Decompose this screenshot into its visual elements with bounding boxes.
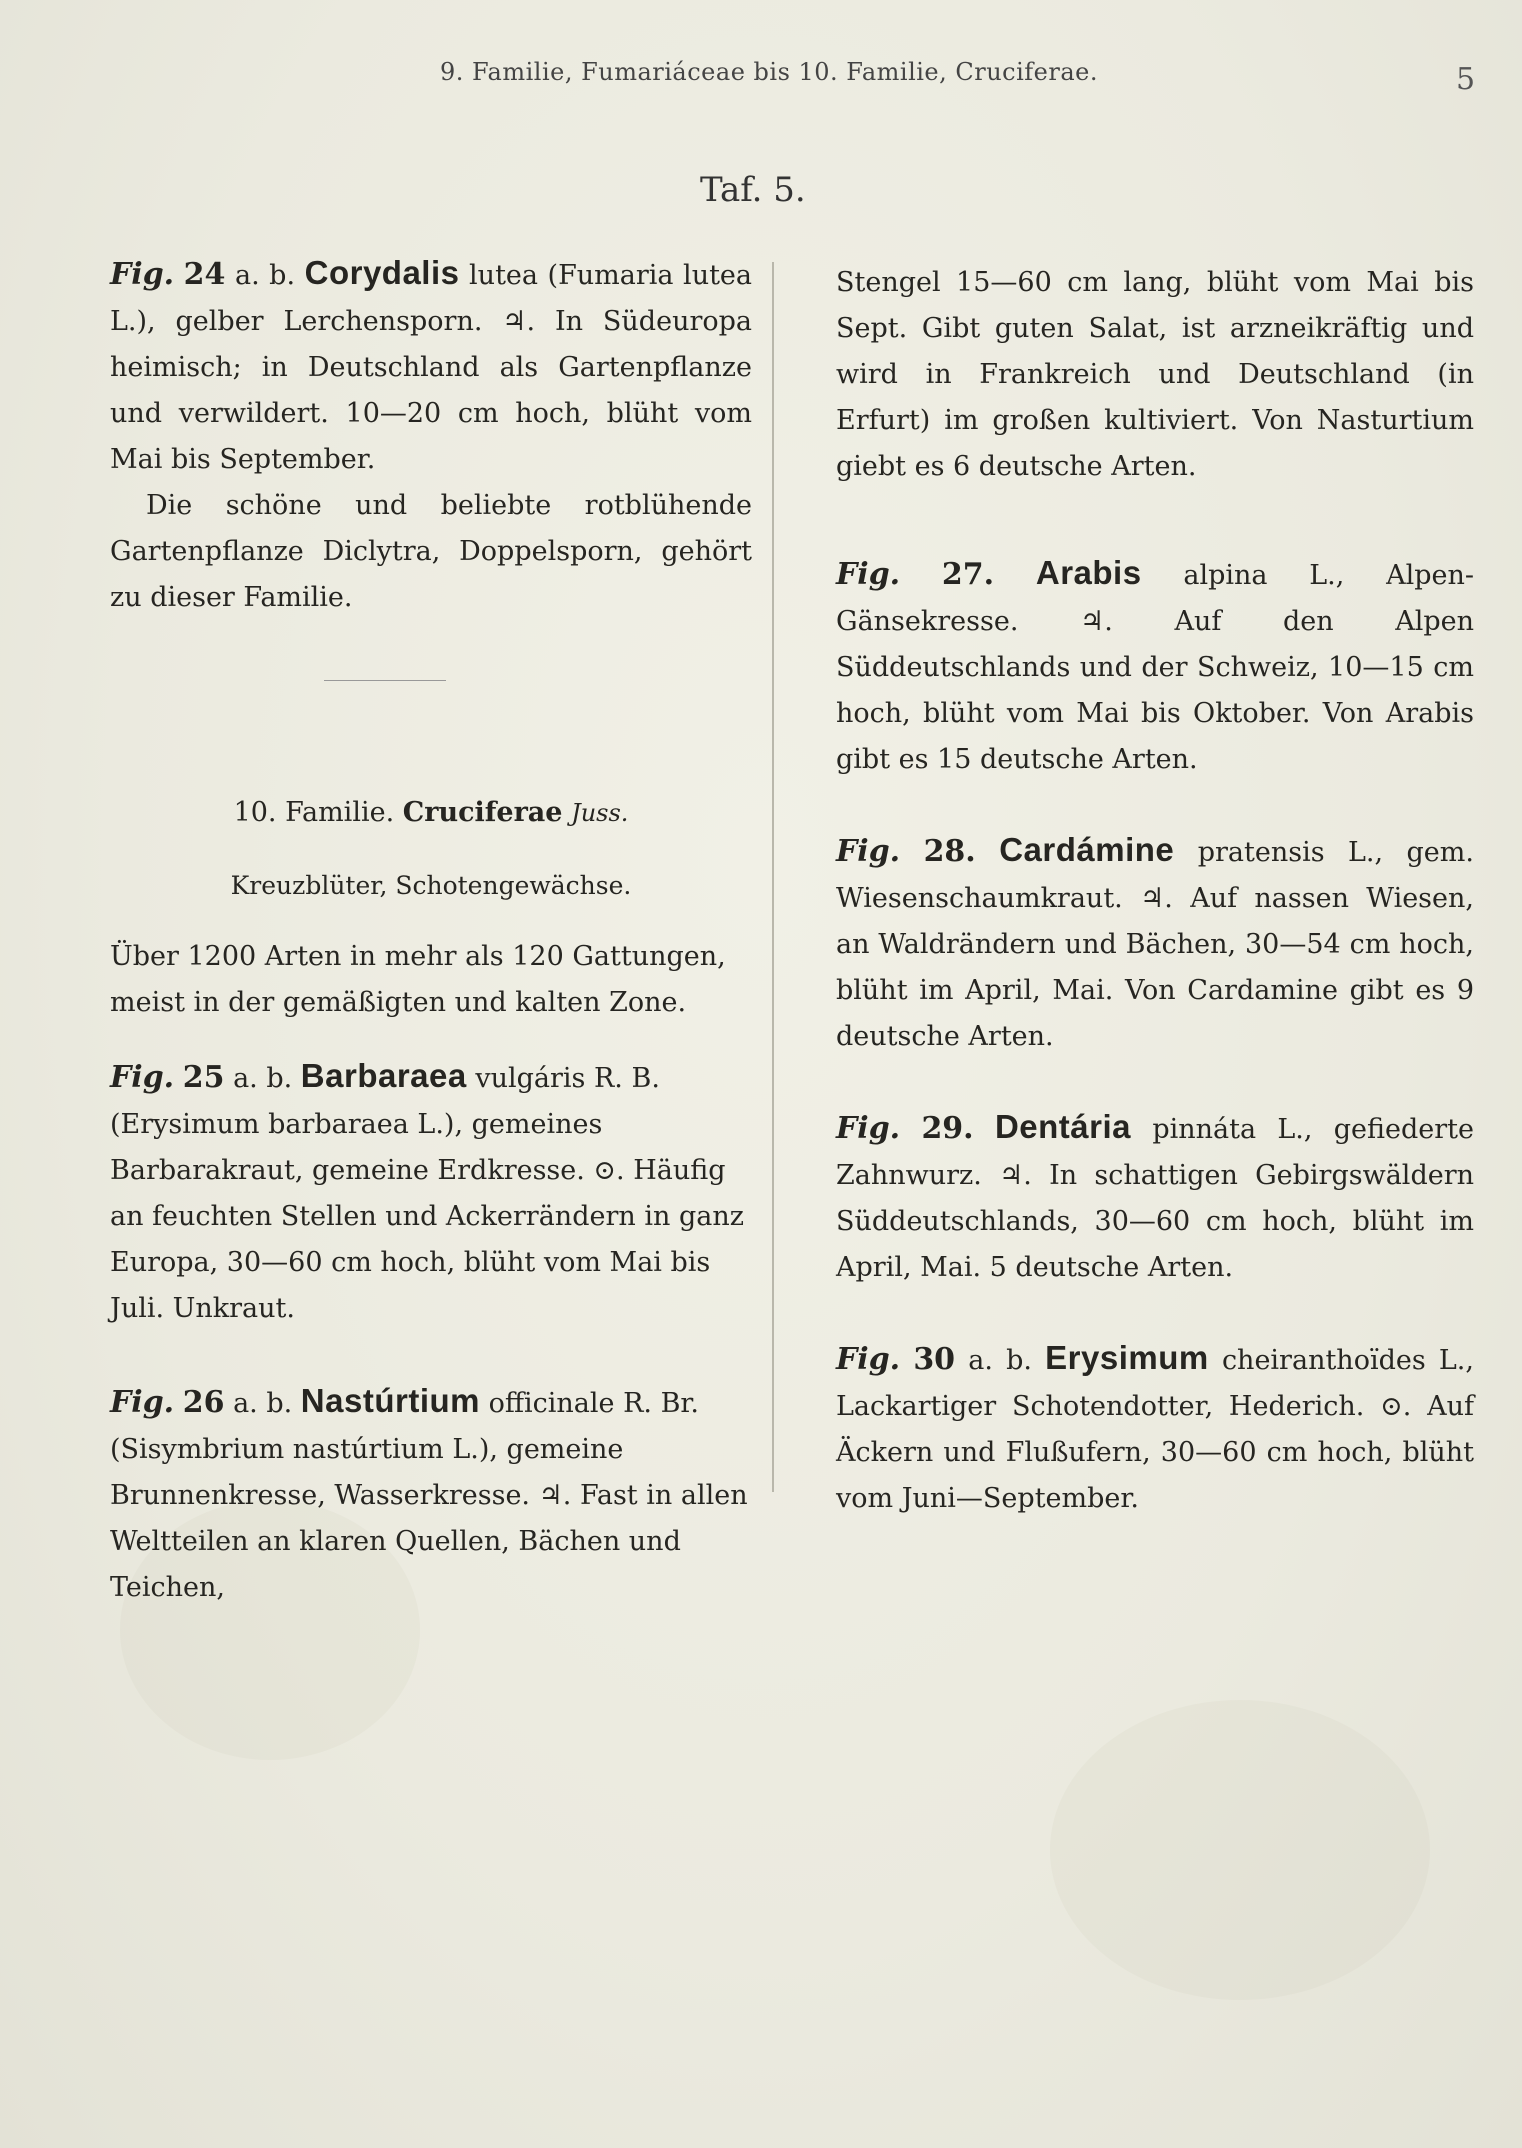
fig-number: 27. [941, 557, 995, 592]
family-author: Juss. [571, 799, 629, 827]
fig-subparts: a. b. [233, 1063, 293, 1094]
fig-number: 24 [183, 257, 226, 292]
running-head: 9. Familie, Fumariáceae bis 10. Familie, Cruciferae. [440, 58, 1098, 86]
genus-name: Cardámine [999, 831, 1175, 868]
family-section [110, 763, 752, 1611]
fig-label: Fig. [110, 1060, 175, 1095]
entry-text: pinnáta L., gefiederte Zahnwurz. ♃. In schattigen Gebirgswäldern Süddeutschlands, 30—60 cm hoch, blüht im April, Mai. 5 deutsche Arten. [836, 1114, 1475, 1283]
column-divider [772, 262, 774, 1492]
section-rule [324, 680, 446, 681]
family-intro: Über 1200 Arten in mehr als 120 Gattungen, meist in der gemäßigten und kalten Zone. [110, 941, 726, 1018]
fig-label: Fig. [836, 1342, 901, 1377]
entry-fig-29 [836, 1104, 1474, 1291]
paper-stain [1050, 1700, 1430, 2000]
family-common-names: Kreuzblüter, Schotengewächse. [230, 871, 632, 900]
entry-text: lutea (Fumaria lutea L.), gelber Lerchensporn. ♃. In Südeuropa heimisch; in Deutschland als Gartenpflanze und verwildert. 10—20 cm hoch, blüht vom Mai bis September. [110, 260, 753, 475]
genus-name: Arabis [1035, 554, 1142, 591]
entry-text: vulgáris R. B. (Erysimum barbaraea L.), gemeines Barbarakraut, gemeine Erdkresse. ⊙. Häufig an feuchten Stellen und Ackerrändern in ganz Europa, 30—60 cm hoch, blüht vom Mai bis Juli. Unkraut. [110, 1063, 744, 1324]
genus-name: Barbaraea [300, 1057, 467, 1094]
genus-name: Erysimum [1045, 1339, 1209, 1376]
fig-subparts: a. b. [968, 1345, 1032, 1376]
fig-number: 28. [923, 834, 976, 869]
right-column [836, 260, 1474, 1522]
fig-subparts: a. b. [233, 1388, 293, 1419]
family-note: Die schöne und beliebte rotblühende Gartenpflanze Diclytra, Doppelsporn, gehört zu dieser Familie. [110, 490, 752, 613]
fig-number: 29. [921, 1111, 974, 1146]
family-prefix: 10. Familie. [233, 797, 395, 828]
plate-title: Taf. 5. [700, 170, 806, 210]
page-number: 5 [1456, 62, 1476, 97]
genus-name: Dentária [994, 1108, 1132, 1145]
fig-label: Fig. [110, 257, 175, 292]
left-column-top [110, 250, 752, 621]
entry-text: alpina L., Alpen-Gänsekresse. ♃. Auf den Alpen Süddeutschlands und der Schweiz, 10—15 cm hoch, blüht vom Mai bis Oktober. Von Arabis gibt es 15 deutsche Arten. [836, 560, 1474, 775]
fig-label: Fig. [836, 1111, 901, 1146]
entry-fig-26 [110, 1378, 752, 1611]
fig-number: 30 [913, 1342, 956, 1377]
genus-name: Nastúrtium [300, 1382, 480, 1419]
fig-label: Fig. [836, 834, 901, 869]
entry-fig-24 [110, 250, 752, 483]
entry-text: cheiranthoïdes L., Lackartiger Schotendotter, Hederich. ⊙. Auf Äckern und Flußufern, 30—60 cm hoch, blüht vom Juni—September. [836, 1345, 1474, 1514]
family-heading [110, 790, 752, 836]
family-name: Cruciferae [402, 797, 563, 828]
entry-fig-27 [836, 550, 1474, 783]
entry-fig-28 [836, 827, 1474, 1060]
fig-label: Fig. [836, 557, 901, 592]
fig-label: Fig. [110, 1385, 175, 1420]
fig-number: 25 [182, 1060, 225, 1095]
fig-subparts: a. b. [234, 260, 296, 291]
entry-fig-25 [110, 1053, 752, 1332]
fig-number: 26 [182, 1385, 225, 1420]
entry-fig-26-continued: Stengel 15—60 cm lang, blüht vom Mai bis Sept. Gibt guten Salat, ist arzneikräftig und wird in Frankreich und Deutschland (in Erfurt) im großen kultiviert. Von Nasturtium giebt es 6 deutsche Arten. [836, 267, 1474, 482]
genus-name: Corydalis [304, 254, 460, 291]
entry-fig-30 [836, 1335, 1474, 1522]
entry-text: pratensis L., gem. Wiesenschaumkraut. ♃. Auf nassen Wiesen, an Waldrändern und Bächen, 30—54 cm hoch, blüht im April, Mai. Von Cardamine gibt es 9 deutsche Arten. [836, 837, 1474, 1052]
entry-text: officinale R. Br. (Sisymbrium nastúrtium L.), gemeine Brunnenkresse, Wasserkresse. ♃. Fast in allen Weltteilen an klaren Quellen, Bächen und Teichen, [110, 1388, 748, 1603]
